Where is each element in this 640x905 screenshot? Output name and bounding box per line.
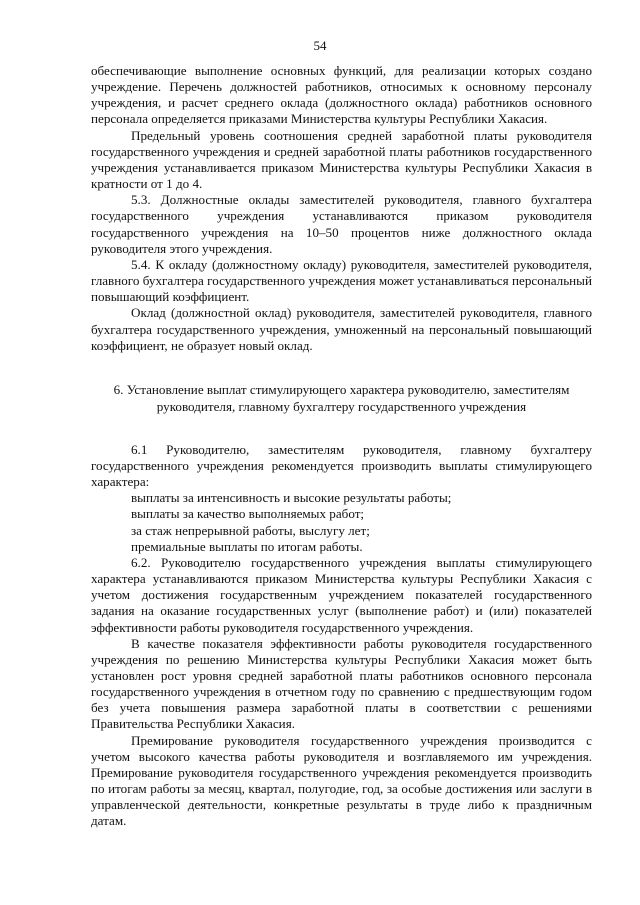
paragraph: В качестве показателя эффективности работы руководителя государственного учреждения по решению Министерства культуры Республики Хакасия может быть установлен рост уровня средней заработной платы работников основного персонала государственного учреждения в отчетном году по сравнению с предшествующим годом без учета повышения размера заработной платы в соответствии с решениями Правительства Республики Хакасия. bbox=[91, 635, 592, 732]
paragraph: Предельный уровень соотношения средней заработной платы руководителя государственного учреждения и средней заработной платы работников государственного учреждения устанавливается приказом Министерства культуры Республики Хакасия в кратности от 1 до 4. bbox=[91, 127, 592, 192]
list-item: выплаты за качество выполняемых работ; bbox=[131, 506, 365, 522]
paragraph: Оклад (должностной оклад) руководителя, заместителей руководителя, главного бухгалтера государственного учреждения, умноженный на персональный повышающий коэффициент, не образует новый оклад. bbox=[91, 305, 592, 353]
document-body bbox=[91, 63, 592, 830]
paragraph-5-4: 5.4. К окладу (должностному окладу) руководителя, заместителей руководителя, главного бухгалтера государственного учреждения может устанавливаться персональный повышающий коэффициент. bbox=[91, 256, 592, 305]
paragraph-6-2: 6.2. Руководителю государственного учреждения выплаты стимулирующего характера устанавливаются приказом Министерства культуры Республики Хакасия с учетом достижения государственным учреждением показателей государственного задания на оказание государственных услуг (выполнение работ) и (или) показателей эффективности работы руководителя государственного учреждения. bbox=[91, 554, 592, 635]
paragraph: обеспечивающие выполнение основных функций, для реализации которых создано учреждение. Перечень должностей работников, относимых к основному персоналу учреждения, и расчет среднего оклада (должностного оклада) работников основного персонала определяется приказами Министерства культуры Республики Хакасия. bbox=[91, 63, 592, 127]
paragraph: Премирование руководителя государственного учреждения производится с учетом высокого качества работы руководителя и возглавляемого им учреждения. Премирование руководителя государственного учреждения рекомендуется производить по итогам работы за месяц, квартал, полугодие, год, за особые достижения или заслуги в управленческой деятельности, конкретные результаты в труде либо к праздничным датам. bbox=[91, 732, 592, 829]
list-item: за стаж непрерывной работы, выслугу лет; bbox=[131, 522, 370, 538]
section-heading: 6. Установление выплат стимулирующего характера руководителю, заместителям руководителя, главному бухгалтеру государственного учреждения bbox=[113, 381, 570, 414]
page-number: 54 bbox=[313, 38, 327, 53]
paragraph-6-1: 6.1 Руководителю, заместителям руководителя, главному бухгалтеру государственного учреждения рекомендуется производить выплаты стимулирующего характера: bbox=[91, 441, 592, 490]
list-item: премиальные выплаты по итогам работы. bbox=[131, 538, 363, 554]
paragraph-5-3: 5.3. Должностные оклады заместителей руководителя, главного бухгалтера государственного учреждения устанавливаются приказом руководителя государственного учреждения на 10–50 процентов ниже должностного оклада руководителя этого учреждения. bbox=[91, 192, 592, 256]
payment-list bbox=[91, 490, 592, 555]
list-item: выплаты за интенсивность и высокие результаты работы; bbox=[131, 490, 452, 506]
